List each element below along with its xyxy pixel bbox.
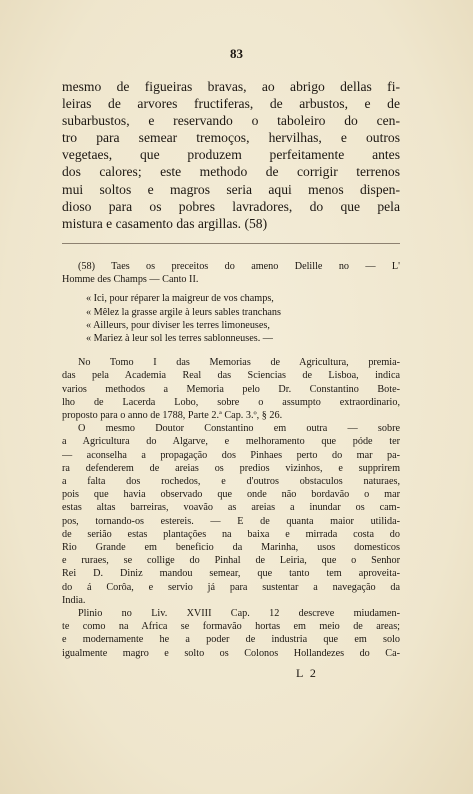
body-line: dioso para os pobres lavradores, do que pela bbox=[62, 198, 400, 214]
footnote-line: Rio Grande em beneficio da Marinha, usos domesticos bbox=[62, 542, 400, 554]
body-line: mesmo de figueiras bravas, ao abrigo dellas fi- bbox=[62, 79, 400, 94]
body-line: mui soltos e magros seria aqui menos dispen- bbox=[62, 181, 400, 197]
footnote-line: e ruraes, se collige do Pinhal de Leiria, que o Senhor bbox=[62, 555, 400, 567]
footnote-line: do á Corôa, e servio já para sustentar a navegação da bbox=[62, 581, 400, 593]
body-line: vegetaes, que produzem perfeitamente antes bbox=[62, 147, 400, 163]
footnote-line: a falta dos rochedos, e d'outros obstaculos naturaes, bbox=[62, 476, 400, 488]
body-text bbox=[62, 78, 400, 232]
footnote-line: proposto para o anno de 1788, Parte 2.ª Cap. 3.º, § 26. bbox=[62, 410, 283, 422]
footnote-line: Homme des Champs — Canto II. bbox=[62, 274, 199, 286]
verse-line: « Ici, pour réparer la maigreur de vos champs, bbox=[86, 293, 274, 305]
footnote-line: das pela Academia Real das Sciencias de Lisboa, indica bbox=[62, 370, 400, 382]
footnote-line: de serião estas plantações na baixa e mirrada costa do bbox=[62, 528, 400, 540]
verse-line: « Ailleurs, pour diviser les terres limoneuses, bbox=[86, 319, 270, 331]
body-line: mistura e casamento das argillas. (58) bbox=[62, 215, 268, 231]
page-number: 83 bbox=[230, 46, 243, 61]
footnote-line: No Tomo I das Memorias de Agricultura, premia- bbox=[78, 357, 400, 369]
footnote-line: te como na Africa se formavão hortas em meio de areas; bbox=[62, 621, 400, 633]
signature-mark: L 2 bbox=[296, 666, 318, 680]
footnote-line: ra defenderem de areias os predios vizinhos, e supprirem bbox=[62, 462, 400, 474]
footnote-line: O mesmo Doutor Constantino em outra — sobre bbox=[78, 423, 400, 435]
body-line: dos calores; este methodo de corrigir terrenos bbox=[62, 164, 400, 180]
footnote-line: Plinio no Liv. XVIII Cap. 12 descreve miudamen- bbox=[78, 608, 400, 620]
footnote-line: India. bbox=[62, 594, 86, 606]
footnote-line: lho de Lacerda Lobo, sobre o assumpto extraordinario, bbox=[62, 396, 400, 408]
verse-line: « Mêlez la grasse argile à leurs sables tranchans bbox=[86, 306, 281, 318]
footnote-line: pos, tornando-os estereis. — E de quanta maior utilida- bbox=[62, 515, 400, 527]
verse-line: « Mariez à leur sol les terres sablonneuses. — bbox=[86, 333, 273, 345]
footnote-line: estas altas barreiras, voavão as areias a inundar os cam- bbox=[62, 502, 400, 514]
footnote-line: Rei D. Diniz mandou semear, que tanto tem aproveita- bbox=[62, 568, 400, 580]
footnote-line: varios methodos a Memoria pelo Dr. Constantino Bote- bbox=[62, 383, 400, 395]
footnote-divider bbox=[62, 243, 400, 244]
body-line: tro para semear tremoços, hervilhas, e outros bbox=[62, 130, 400, 146]
footnote-line: — aconselha a propagação dos Pinhaes perto do mar pa- bbox=[62, 449, 400, 461]
footnote-line: igualmente magro e solto os Colonos Hollandezes do Ca- bbox=[62, 647, 400, 659]
footnote-line: a Agricultura do Algarve, e melhoramento que póde ter bbox=[62, 436, 400, 448]
footnote bbox=[62, 260, 400, 660]
footnote-line: e modernamente he a poder de industria que em solo bbox=[62, 634, 400, 646]
body-line: leiras de arvores fructiferas, de arbustos, e de bbox=[62, 96, 400, 112]
footnote-line: (58) Taes os preceitos do ameno Delille no — L' bbox=[78, 261, 400, 272]
footnote-line: pois que havia observado que onde não bordavão o mar bbox=[62, 489, 400, 501]
body-line: subarbustos, e reservando o taboleiro do cen- bbox=[62, 113, 400, 129]
